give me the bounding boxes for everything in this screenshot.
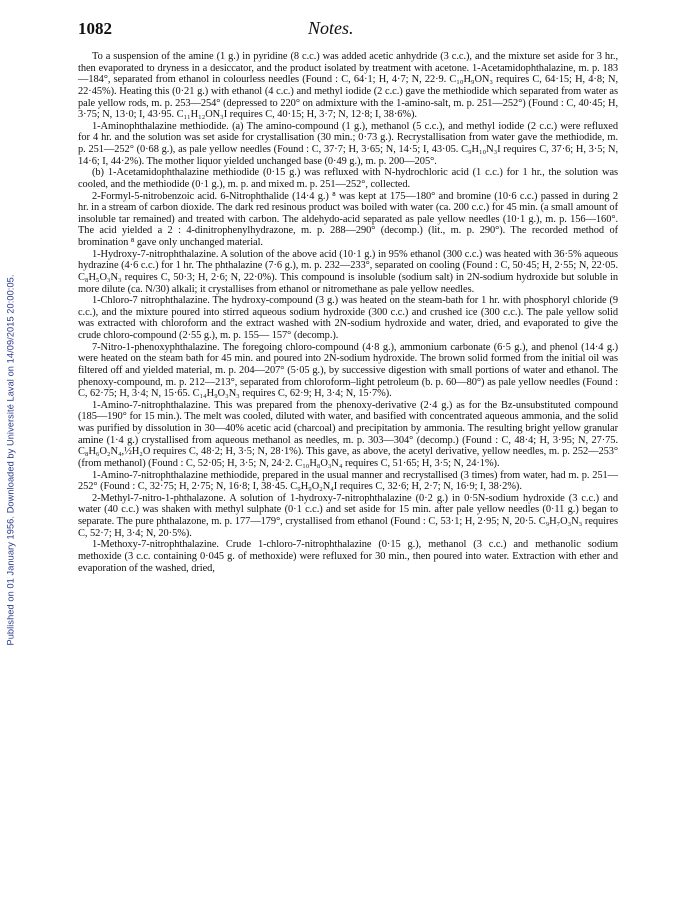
paragraph-hydroxy-nitrophthalazine: 1-Hydroxy-7-nitrophthalazine. A solution of the above acid (10·1 g.) in 95% ethanol (300 c.c.) was heated with 36·5% aqueous hydrazine (4·6 c.c.) for 1 hr. The phthalazine (7·6 g.), m. p. 232—233°, separated on cooling (Found : C, 50·45; H, 2·55; N, 22·05. C₈H₅O₃N₃ requires C, 50·3; H, 2·6; N, 22·0%). This compound is insoluble (sodium salt) in 2N-sodium hydroxide but soluble in more dilute (ca. N/30) alkali; it crystallises from ethanol or nitromethane as pale yellow needles.: [78, 248, 618, 295]
paragraph-methyl-nitro-phthalazone: 2-Methyl-7-nitro-1-phthalazone. A solution of 1-hydroxy-7-nitrophthalazine (0·2 g.) in 0·5N-sodium hydroxide (3 c.c.) and water (40 c.c.) was shaken with methyl sulphate (0·1 c.c.) and set aside for 15 min. after pale yellow needles (0·11 g.) began to separate. The pure phthalazone, m. p. 177—179°, crystallised from ethanol (Found : C, 53·1; H, 2·95; N, 20·5. C₉H₇O₃N₃ requires C, 52·7; H, 3·4; N, 20·5%).: [78, 492, 618, 539]
running-head: Notes.: [308, 18, 354, 38]
paragraph-nitro-phenoxyphthalazine: 7-Nitro-1-phenoxyphthalazine. The foregoing chloro-compound (4·8 g.), ammonium carbonate (6·5 g.), and phenol (14·4 g.) were heated on the steam bath for 45 min. and poured into 2N-sodium hydroxide. The brown solid formed from the initial oil was filtered off and yielded material, m. p. 204—207° (5·05 g.), by successive digestion with small portions of water and ethanol. The phenoxy-compound, m. p. 212—213°, separated from chloroform–light petroleum (b. p. 60—80°) as pale yellow needles (Found : C, 62·75; H, 3·4; N, 15·65. C₁₄H₉O₃N₃ requires C, 62·9; H, 3·4; N, 15·7%).: [78, 341, 618, 400]
paragraph-acetamidophthalazine: To a suspension of the amine (1 g.) in pyridine (8 c.c.) was added acetic anhydride (3 c.c.), and the mixture set aside for 3 hr., then evaporated to dryness in a desiccator, and the product isolated by treatment with acetone. 1-Acetamidophthalazine, m. p. 183—184°, separated from ethanol in colourless needles (Found : C, 64·1; H, 4·7; N, 22·9. C₁₀H₉ON₃ requires C, 64·15; H, 4·8; N, 22·45%). Heating this (0·21 g.) with ethanol (4 c.c.) and methyl iodide (2 c.c.) gave the methiodide which separated from water as pale yellow rods, m. p. 253—254° (depressed to 220° on admixture with the 1-amino-salt, m. p. 251—252°) (Found : C, 40·45; H, 3·75; N, 13·0; I, 43·95. C₁₁H₁₂ON₃I requires C, 40·15; H, 3·7; N, 12·8; I, 38·6%).: [78, 51, 618, 121]
paragraph-aminophthalazine-methiodide-a: 1-Aminophthalazine methiodide. (a) The amino-compound (1 g.), methanol (5 c.c.), and methyl iodide (2 c.c.) were refluxed for 4 hr. and the solution was set aside for crystallisation (30 min.; 0·73 g.). Recrystallisation from water gave the methiodide, m. p. 251—252° (0·68 g.), as pale yellow needles (Found : C, 37·7; H, 3·65; N, 14·5; I, 43·05. C₉H₁₀N₃I requires C, 37·6; H, 3·5; N, 14·6; I, 44·2%). The mother liquor yielded unchanged base (0·49 g.), m. p. 200—205°.: [78, 120, 618, 167]
paragraph-amino-nitrophthalazine-methiodide: 1-Amino-7-nitrophthalazine methiodide, prepared in the usual manner and recrystallised (3 times) from water, had m. p. 251—252° (Found : C, 32·75; H, 2·75; N, 16·8; I, 38·45. C₉H₉O₂N₄I requires C, 32·6; H, 2·7; N, 16·9; I, 38·2%).: [78, 469, 618, 493]
body-text: [78, 51, 618, 574]
paragraph-formyl-nitrobenzoic-acid: 2-Formyl-5-nitrobenzoic acid. 6-Nitrophthalide (14·4 g.) ⁸ was kept at 175—180° and bromine (10·6 c.c.) passed in during 2 hr. in a stream of carbon dioxide. The dark red resinous product was boiled with water (ca. 200 c.c.) for 45 min. (a small amount of insoluble tar remained) and treated with carbon. The aldehydo-acid separated as pale yellow needles (10·1 g.), m. p. 156—160°. The acid yielded a 2 : 4-dinitrophenylhydrazone, m. p. 288—290° (decomp.) (lit., m. p. 290°). The recorded method of bromination ⁸ gave only unchanged material.: [78, 190, 618, 248]
paragraph-aminophthalazine-methiodide-b: (b) 1-Acetamidophthalazine methiodide (0·15 g.) was refluxed with N-hydrochloric acid (1 c.c.) for 1 hr., the solution was cooled, and the methiodide (0·1 g.), m. p. and mixed m. p. 251—252°, collected.: [78, 167, 618, 190]
paragraph-methoxy-nitrophthalazine: 1-Methoxy-7-nitrophthalazine. Crude 1-chloro-7-nitrophthalazine (0·15 g.), methanol (3 c.c.) and methanolic sodium methoxide (3 c.c. containing 0·045 g. of methoxide) were refluxed for 30 min., then poured into water. Extraction with ether and evaporation of the washed, dried,: [78, 539, 618, 574]
journal-page: [78, 18, 618, 574]
paragraph-amino-nitrophthalazine: 1-Amino-7-nitrophthalazine. This was prepared from the phenoxy-derivative (2·4 g.) as for the Bz-unsubstituted compound (185—190° for 15 min.). The melt was cooled, diluted with water, and basified with concentrated aqueous ammonia, and the solid was purified by dissolution in 30—40% acetic acid (charcoal) and precipitation by ammonia. The resulting bright yellow granular amine (1·4 g.) crystallised from aqueous methanol as needles, m. p. 303—304° (decomp.) (Found : C, 48·4; H, 3·95; N, 27·75. C₈H₆O₂N₄,½H₂O requires C, 48·2; H, 3·5; N, 28·1%). This gave, as above, the acetyl derivative, yellow needles, m. p. 252—253° (from methanol) (Found : C, 52·05; H, 3·5; N, 24·2. C₁₀H₈O₃N₄ requires C, 51·65; H, 3·5; N, 24·1%).: [78, 399, 618, 469]
paragraph-chloro-nitrophthalazine: 1-Chloro-7 nitrophthalazine. The hydroxy-compound (3 g.) was heated on the steam-bath for 1 hr. with phosphoryl chloride (9 c.c.), and the mixture poured into stirred aqueous sodium hydroxide (300 c.c.) and crushed ice (300 c.c.). The pale yellow solid was extracted with chloroform and the extract washed with 2N-sodium hydroxide and water, dried, and evaporated to give the crude chloro-compound (2·55 g.), m. p. 155— 157° (decomp.).: [78, 295, 618, 341]
page-number: 1082: [78, 19, 112, 38]
publication-download-note: [0, 150, 22, 770]
page-header: [78, 18, 618, 39]
publication-download-note-text: Published on 01 January 1956. Downloaded by Université Laval on 14/09/2015 20:00:05.: [6, 274, 16, 646]
